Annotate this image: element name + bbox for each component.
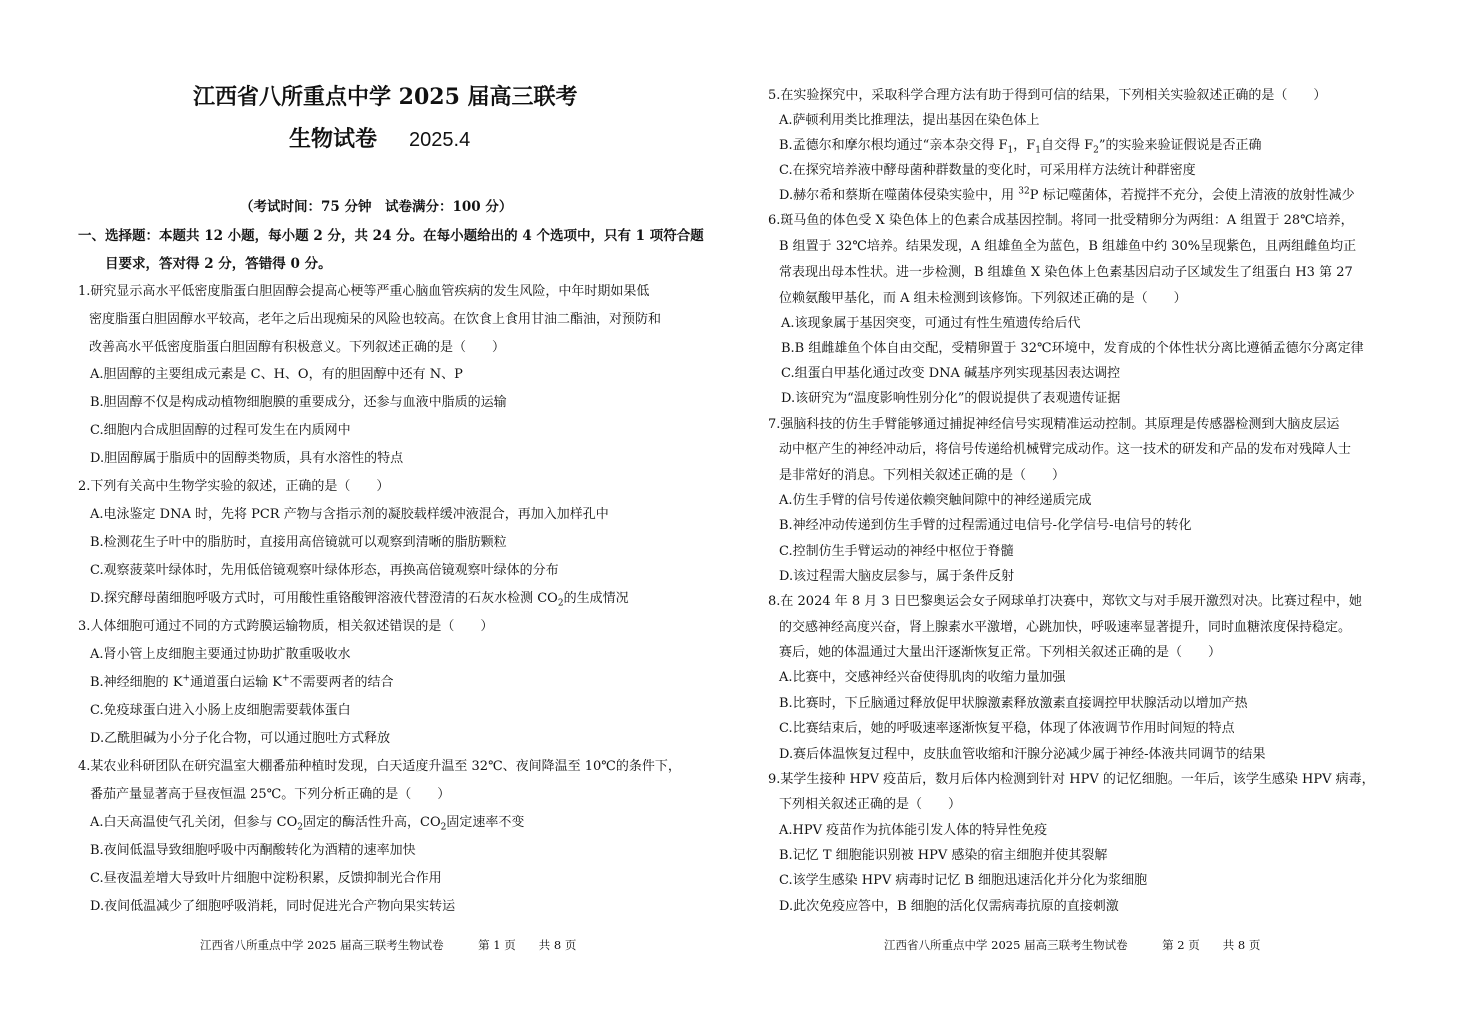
section-heading-cont: 目要求，答对得 2 分，答错得 0 分。 — [105, 256, 332, 272]
exam-date: 2025.4 — [409, 129, 471, 151]
question-3-option-c: C.免疫球蛋白进入小肠上皮细胞需要载体蛋白 — [90, 703, 351, 718]
question-9-option-b: B.记忆 T 细胞能识别被 HPV 感染的宿主细胞并使其裂解 — [779, 848, 1108, 863]
question-8-option-d: D.赛后体温恢复过程中，皮肤血管收缩和汗腺分泌减少属于神经-体液共同调节的结果 — [779, 747, 1266, 762]
question-4-option-c: C.昼夜温差增大导致叶片细胞中淀粉积累，反馈抑制光合作用 — [90, 871, 442, 886]
question-9-option-d: D.此次免疫应答中，B 细胞的活化仅需病毒抗原的直接刺激 — [779, 899, 1119, 914]
question-1-stem: 1.研究显示高水平低密度脂蛋白胆固醇会提高心梗等严重心脑血管疾病的发生风险，中年时期如果低 — [78, 284, 650, 299]
question-6-stem: 6.斑马鱼的体色受 X 染色体上的色素合成基因控制。将同一批受精卵分为两组：A 组置于 28℃培养， — [768, 213, 1354, 228]
section-heading: 一、选择题：本题共 12 小题，每小题 2 分，共 24 分。在每小题给出的 4 个选项中，只有 1 项符合题 — [78, 228, 704, 244]
question-7-option-a: A.仿生手臂的信号传递依赖突触间隙中的神经递质完成 — [779, 493, 1092, 508]
question-8-stem: 的交感神经高度兴奋，肾上腺素水平激增，心跳加快，呼吸速率显著提升，同时血糖浓度保持稳定。 — [779, 620, 1352, 635]
question-4-option-b: B.夜间低温导致细胞呼吸中丙酮酸转化为酒精的速率加快 — [90, 843, 416, 858]
question-1-stem: 密度脂蛋白胆固醇水平较高，老年之后出现痴呆的风险也较高。在饮食上食用甘油二酯油，对预防和 — [89, 312, 662, 327]
question-3-option-a: A.肾小管上皮细胞主要通过协助扩散重吸收水 — [90, 647, 351, 662]
question-6-option-d: D.该研究为“温度影响性别分化”的假说提供了表观遗传证据 — [781, 391, 1121, 406]
question-5-stem: 5.在实验探究中，采取科学合理方法有助于得到可信的结果，下列相关实验叙述正确的是（ ） — [768, 88, 1327, 103]
question-7-stem: 是非常好的消息。下列相关叙述正确的是（ ） — [779, 468, 1066, 483]
subject-name: 生物试卷 — [289, 126, 378, 152]
question-1-option-a: A.胆固醇的主要组成元素是 C、H、O，有的胆固醇中还有 N、P — [90, 367, 463, 382]
question-7-option-c: C.控制仿生手臂运动的神经中枢位于脊髓 — [779, 544, 1014, 559]
question-2-option-b: B.检测花生子叶中的脂肪时，直接用高倍镜就可以观察到清晰的脂肪颗粒 — [90, 535, 507, 550]
question-8-option-c: C.比赛结束后，她的呼吸速率逐渐恢复平稳，体现了体液调节作用时间短的特点 — [779, 721, 1235, 736]
question-8-stem: 赛后，她的体温通过大量出汗逐渐恢复正常。下列相关叙述正确的是（ ） — [779, 645, 1222, 660]
exam-subtitle — [289, 124, 470, 155]
question-8-option-a: A.比赛中，交感神经兴奋使得肌肉的收缩力量加强 — [779, 670, 1066, 685]
question-8-option-b: B.比赛时，下丘脑通过释放促甲状腺激素释放激素直接调控甲状腺活动以增加产热 — [779, 696, 1248, 711]
question-2-option-d: D.探究酵母菌细胞呼吸方式时，可用酸性重铬酸钾溶液代替澄清的石灰水检测 $CO_2$的生成情况 — [90, 591, 629, 609]
question-6-option-b: B.B 组雌雄鱼个体自由交配，受精卵置于 32℃环境中，发育成的个体性状分离比遵循孟德尔分离定律 — [781, 341, 1364, 356]
question-9-stem: 下列相关叙述正确的是（ ） — [779, 797, 962, 812]
question-2-stem: 2.下列有关高中生物学实验的叙述，正确的是（ ） — [78, 479, 390, 494]
page-footer: 江西省八所重点中学 2025 届高三联考生物试卷 第 2 页 共 8 页 — [884, 938, 1261, 952]
question-2-option-c: C.观察菠菜叶绿体时，先用低倍镜观察叶绿体形态，再换高倍镜观察叶绿体的分布 — [90, 563, 559, 578]
question-1-stem: 改善高水平低密度脂蛋白胆固醇有积极意义。下列叙述正确的是（ ） — [89, 340, 506, 355]
question-4-stem: 番茄产量显著高于昼夜恒温 25℃。下列分析正确的是（ ） — [90, 787, 451, 802]
question-5-option-c: C.在探究培养液中酵母菌种群数量的变化时，可采用样方法统计种群密度 — [779, 163, 1196, 178]
question-6-stem: B 组置于 32℃培养。结果发现，A 组雄鱼全为蓝色，B 组雄鱼中约 30%呈现紫色，且两组雌鱼均正 — [779, 239, 1357, 254]
page-footer: 江西省八所重点中学 2025 届高三联考生物试卷 第 1 页 共 8 页 — [200, 938, 577, 952]
question-6-stem: 常表现出母本性状。进一步检测，B 组雄鱼 X 染色体上色素基因启动子区域发生了组蛋白 H3 第 27 — [779, 265, 1353, 280]
question-7-stem: 动中枢产生的神经冲动后，将信号传递给机械臂完成动作。这一技术的研发和产品的发布对残障人士 — [779, 442, 1352, 457]
question-9-stem: 9.某学生接种 HPV 疫苗后，数月后体内检测到针对 HPV 的记忆细胞。一年后，该学生感染 HPV 病毒， — [768, 772, 1375, 787]
question-7-option-b: B.神经冲动传递到仿生手臂的过程需通过电信号-化学信号-电信号的转化 — [779, 518, 1192, 533]
question-4-stem: 4.某农业科研团队在研究温室大棚番茄种植时发现，白天适度升温至 32℃、夜间降温至 10℃的条件下， — [78, 759, 681, 774]
question-6-option-c: C.组蛋白甲基化通过改变 DNA 碱基序列实现基因表达调控 — [781, 366, 1121, 381]
question-2-option-a: A.电泳鉴定 DNA 时，先将 PCR 产物与含指示剂的凝胶载样缓冲液混合，再加入加样孔中 — [90, 507, 609, 522]
question-5-option-b: B.孟德尔和摩尔根均通过“亲本杂交得 $F_1$，$F_1$自交得 $F_2$”的实验来验证假说是否正确 — [779, 138, 1262, 156]
question-7-stem: 7.强脑科技的仿生手臂能够通过捕捉神经信号实现精准运动控制。其原理是传感器检测到大脑皮层运 — [768, 417, 1340, 432]
question-1-option-b: B.胆固醇不仅是构成动植物细胞膜的重要成分，还参与血液中脂质的运输 — [90, 395, 507, 410]
exam-title: 江西省八所重点中学 2025 届高三联考 — [193, 84, 578, 110]
question-9-option-c: C.该学生感染 HPV 病毒时记忆 B 细胞迅速活化并分化为浆细胞 — [779, 873, 1148, 888]
question-8-stem: 8.在 2024 年 8 月 3 日巴黎奥运会女子网球单打决赛中，郑钦文与对手展开激烈对决。比赛过程中，她 — [768, 594, 1362, 609]
question-4-option-a: A.白天高温使气孔关闭，但参与 $CO_2$固定的酶活性升高，$CO_2$固定速率不变 — [90, 815, 525, 833]
question-6-option-a: A.该现象属于基因突变，可通过有性生殖遗传给后代 — [781, 316, 1081, 331]
question-1-option-d: D.胆固醇属于脂质中的固醇类物质，具有水溶性的特点 — [90, 451, 404, 466]
question-4-option-d: D.夜间低温减少了细胞呼吸消耗，同时促进光合产物向果实转运 — [90, 899, 456, 914]
question-6-stem: 位赖氨酸甲基化，而 A 组未检测到该修饰。下列叙述正确的是（ ） — [779, 291, 1187, 306]
question-3-option-d: D.乙酰胆碱为小分子化合物，可以通过胞吐方式释放 — [90, 731, 391, 746]
question-9-option-a: A.HPV 疫苗作为抗体能引发人体的特异性免疫 — [779, 823, 1048, 838]
question-3-stem: 3.人体细胞可通过不同的方式跨膜运输物质，相关叙述错误的是（ ） — [78, 619, 494, 634]
question-5-option-a: A.萨顿利用类比推理法，提出基因在染色体上 — [779, 113, 1040, 128]
question-1-option-c: C.细胞内合成胆固醇的过程可发生在内质网中 — [90, 423, 351, 438]
question-7-option-d: D.该过程需大脑皮层参与，属于条件反射 — [779, 569, 1015, 584]
exam-info: （考试时间：75 分钟 试卷满分：100 分） — [240, 199, 513, 215]
question-5-option-d: D.赫尔希和蔡斯在噬菌体侵染实验中，用 $^{32}$P 标记噬菌体，若搅拌不充分，会使上清液的放射性减少 — [779, 186, 1355, 203]
question-3-option-b: B.神经细胞的 K+通道蛋白运输 K+不需要两者的结合 — [90, 673, 394, 690]
